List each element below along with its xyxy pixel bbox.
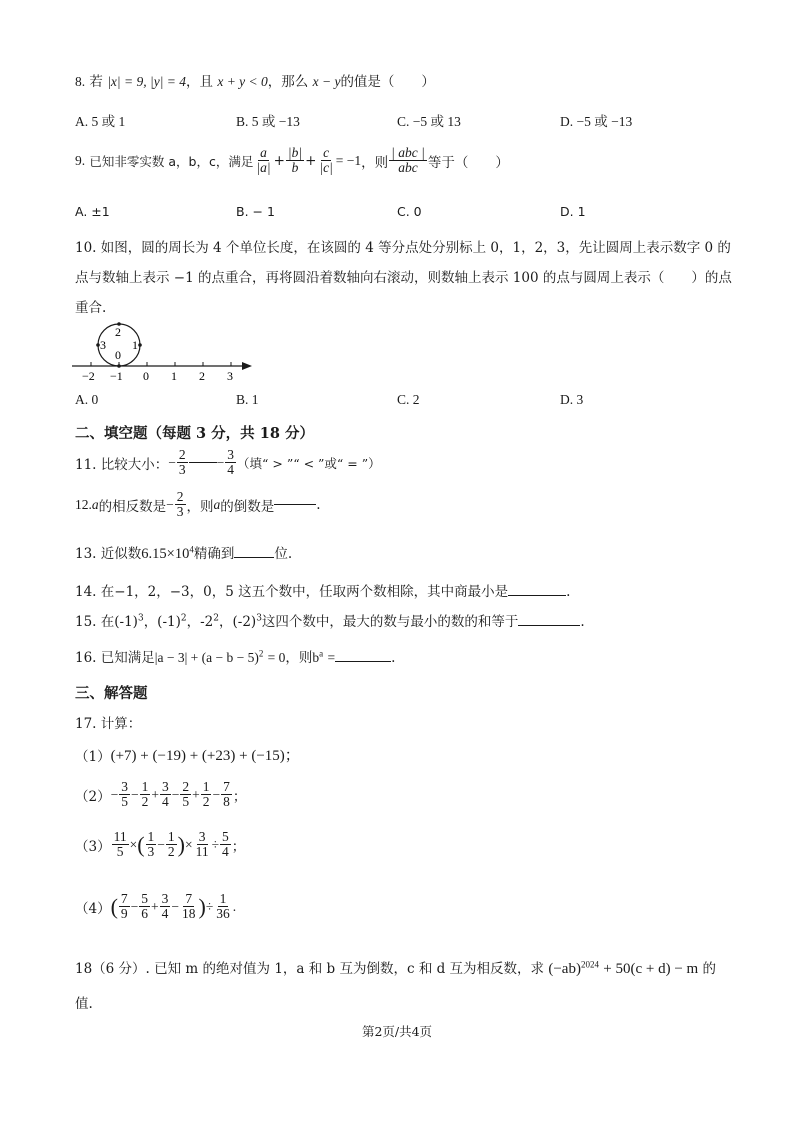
q16-eq2: = — [327, 650, 336, 665]
q8-mid2: ，那么 — [267, 74, 309, 90]
q10-circle-label-1: 1 — [132, 338, 138, 352]
q14-text: 14. 在−1，2，−3，0，5 这五个数中，任取两个数相除，其中商最小是 — [75, 584, 509, 600]
q10-line3: 重合. — [75, 300, 107, 316]
q10-tick-label-neg2: −2 — [82, 369, 95, 383]
q9-option-b[interactable]: B. − 1 — [236, 204, 275, 219]
q9-frac-c — [317, 146, 334, 175]
q17-title: 17. 计算： — [75, 716, 142, 732]
q13-text: 13. 近似数 — [75, 546, 142, 562]
q9-frac-b-den: b — [291, 160, 299, 176]
q15-end: . — [580, 614, 585, 630]
q10-tick-label-3: 3 — [227, 369, 233, 383]
q16-exponent: 2 — [258, 648, 264, 659]
q8-option-b[interactable]: B. 5 或 −13 — [236, 114, 300, 129]
q9-post: 等于（ ） — [427, 154, 509, 171]
q8-cond1: |x| = 9, |y| = 4 — [107, 74, 187, 89]
q15-answer-blank[interactable] — [518, 625, 580, 626]
q9-frac-b-num: |b| — [287, 145, 303, 160]
q17-part-2: （2） − $\frac{3}{5}$ − $\frac{1}{2}$ + $\frac{3}{4}$ − $\frac{2}{5}$ + $\frac{1}{2}$ − $\frac{7}{8}$ ； — [75, 779, 247, 810]
q8-cond2: x + y < 0 — [217, 74, 268, 89]
q9-frac-a-num: a — [260, 145, 267, 160]
q14-answer-blank[interactable] — [508, 595, 566, 596]
q18-expr2: + 50(c + d) − m — [603, 961, 699, 977]
question-12: 12. a 的相反数是 − $\frac{2}{3}$ ，则 a 的倒数是 . — [75, 489, 321, 520]
q12-frac-den: 3 — [176, 504, 184, 520]
q12-number: 12. — [75, 496, 92, 512]
q8-expr: x − y — [312, 74, 341, 89]
q12-frac — [175, 490, 186, 519]
q10-option-c[interactable]: C. 2 — [397, 392, 420, 407]
q13-end: 位. — [274, 546, 293, 562]
q9-number: 9. — [75, 152, 86, 168]
q8-option-a[interactable]: A. 5 或 1 — [75, 114, 126, 129]
q17-part-4-label: （4） — [75, 900, 111, 917]
q18-post: 的 — [702, 961, 716, 977]
q11-minus-2: − — [216, 454, 225, 470]
question-8 — [75, 70, 435, 90]
q16-then: ，则 — [285, 650, 313, 666]
q10-circle-label-0: 0 — [115, 348, 121, 362]
question-15 — [75, 610, 585, 630]
q15-exp-2: 2 — [180, 613, 187, 624]
q17-part-3-label: （3） — [75, 838, 111, 855]
q10-circle-label-3: 3 — [100, 338, 106, 352]
q11-frac-1-num: 2 — [178, 447, 186, 462]
q18-exponent: 2024 — [580, 959, 599, 970]
q11-frac-2 — [225, 448, 236, 477]
question-9: 9. 已知非零实数 a，b，c，满足 $\frac{a}{|a|}$ + $\frac{|b|}{b}$ + $\frac{c}{|c|}$ = −1 ，则 $\frac{\text{| abc |}}{\text{abc}}$ 等于（ ） — [75, 145, 509, 176]
q12-post1: ，则 — [186, 498, 214, 515]
q17-part-4: （4） ( $\frac{7}{9}$ − $\frac{5}{6}$ + $\frac{3}{4}$ − $\frac{7}{18}$ ) ÷ $\frac{1}{36}$ . — [75, 891, 237, 922]
q12-var-a: a — [91, 496, 99, 512]
q12-answer-blank[interactable] — [274, 504, 316, 505]
q12-frac-num: 2 — [176, 489, 184, 504]
q15-exp-4: 3 — [256, 613, 262, 624]
q16-pre: 16. 已知满足 — [75, 650, 155, 666]
q8-pre: 若 — [89, 74, 103, 90]
q8-mid: ，且 — [186, 74, 214, 90]
q15-m2: ，-2 — [186, 614, 214, 630]
q15-exp-1: 3 — [137, 613, 144, 624]
q10-axis-arrow — [242, 362, 252, 370]
q17-part-3: （3） $\frac{11}{5}$ × ( $\frac{1}{3}$ − $\frac{1}{2}$ ) × $\frac{3}{11}$ ÷ $\frac{5}{4}$ ； — [75, 829, 246, 860]
q13-post: 精确到 — [193, 546, 235, 562]
q16-base: b — [312, 650, 320, 665]
q8-number: 8. — [75, 74, 86, 89]
q15-m1: ，(-1) — [143, 614, 181, 630]
q16-expr: |a − 3| + (a − b − 5) — [154, 650, 259, 665]
question-13 — [75, 542, 292, 563]
q18-line2: 值. — [75, 996, 93, 1012]
q10-circle-label-2: 2 — [115, 325, 121, 339]
q11-frac-1 — [177, 448, 188, 477]
q9-frac-b — [286, 146, 304, 175]
q10-line2: 点与数轴上表示 −1 的点重合，再将圆沿着数轴向右滚动，则数轴上表示 100 的点与圆周上表示（ ）的点 — [75, 270, 732, 286]
q10-figure-number-line — [70, 322, 255, 384]
q10-option-b[interactable]: B. 1 — [236, 392, 259, 407]
q17-part-2-label: （2） — [75, 788, 111, 805]
q9-frac-a-den: |a| — [256, 160, 271, 176]
q11-minus-1: − — [168, 454, 176, 470]
q11-frac-1-den: 3 — [178, 462, 186, 478]
q10-option-d[interactable]: D. 3 — [560, 392, 584, 407]
q13-answer-blank[interactable] — [234, 557, 274, 558]
q15-m3: ，(-2) — [219, 614, 257, 630]
q17-part-1 — [75, 744, 300, 765]
question-11 — [75, 448, 381, 477]
question-16 — [75, 646, 395, 666]
q8-post: 的值是（ ） — [340, 74, 435, 90]
section-3-heading: 三、解答题 — [75, 685, 148, 702]
q10-line1: 10. 如图，圆的周长为 4 个单位长度，在该圆的 4 等分点处分别标上 0，1，2，3，先让圆周上表示数字 0 的 — [75, 240, 731, 256]
q11-label: 11. 比较大小： — [75, 456, 169, 473]
q12-mid: 的相反数是 — [98, 498, 167, 515]
q12-var-a-2: a — [213, 496, 221, 512]
question-18 — [75, 957, 716, 978]
q11-frac-2-num: 3 — [227, 447, 235, 462]
q16-answer-blank[interactable] — [335, 661, 391, 662]
q12-post2: 的倒数是 — [220, 498, 275, 515]
q11-answer-blank[interactable] — [189, 462, 217, 463]
q9-frac-a — [254, 146, 272, 175]
q9-then: ，则 — [361, 154, 389, 171]
q9-pre: 已知非零实数 a，b，c，满足 — [89, 153, 254, 169]
q9-frac-c-den: |c| — [319, 160, 333, 176]
q11-frac-2-den: 4 — [227, 462, 235, 478]
q9-frac-abc-den: abc — [398, 160, 418, 176]
q10-tick-label-2: 2 — [199, 369, 205, 383]
q9-frac-c-num: c — [323, 145, 330, 160]
q9-option-d[interactable]: D. 1 — [560, 204, 586, 219]
q14-end: . — [566, 584, 571, 600]
q13-number: 6.15×10 — [141, 546, 190, 562]
q9-option-c[interactable]: C. 0 — [397, 204, 422, 219]
page-footer: 第2页/共4页 — [361, 1024, 433, 1039]
q9-frac-abc — [389, 146, 427, 175]
q16-end: . — [391, 650, 396, 666]
q10-tick-label-1: 1 — [171, 369, 177, 383]
q10-tick-label-0: 0 — [143, 369, 149, 383]
question-14 — [75, 580, 570, 600]
q17-part-1-expr: (+7) + (−19) + (+23) + (−15)； — [110, 748, 300, 764]
q16-eq: = 0 — [267, 650, 286, 665]
q10-circle-dot-right — [138, 343, 142, 347]
q9-eq: = −1 — [335, 152, 362, 168]
q10-tick-label-neg1: −1 — [110, 369, 123, 383]
q11-post: （填“ > ”“ < ”或“ = ”） — [237, 455, 381, 471]
q8-option-c[interactable]: C. −5 或 13 — [397, 114, 461, 129]
section-2-heading: 二、填空题（每题 3 分，共 18 分） — [75, 425, 314, 442]
q13-exponent: 4 — [189, 544, 194, 555]
q15-exp-3: 2 — [213, 613, 219, 624]
q12-end: . — [316, 496, 321, 513]
q15-post: 这四个数中，最大的数与最小的数的和等于 — [261, 614, 519, 630]
q16-base-exp: a — [319, 648, 324, 659]
q18-expr: (−ab) — [548, 961, 581, 977]
q15-pre: 15. 在(-1) — [75, 614, 138, 630]
q17-part-1-label: （1） — [75, 748, 111, 765]
q9-option-a[interactable]: A. ±1 — [75, 204, 110, 219]
q18-line1: 18（6 分）. 已知 m 的绝对值为 1，a 和 b 互为倒数，c 和 d 互为相反数，求 — [75, 961, 545, 977]
q8-option-d[interactable]: D. −5 或 −13 — [560, 114, 633, 129]
q9-frac-abc-num: | abc | — [391, 145, 425, 160]
q10-option-a[interactable]: A. 0 — [75, 392, 99, 407]
